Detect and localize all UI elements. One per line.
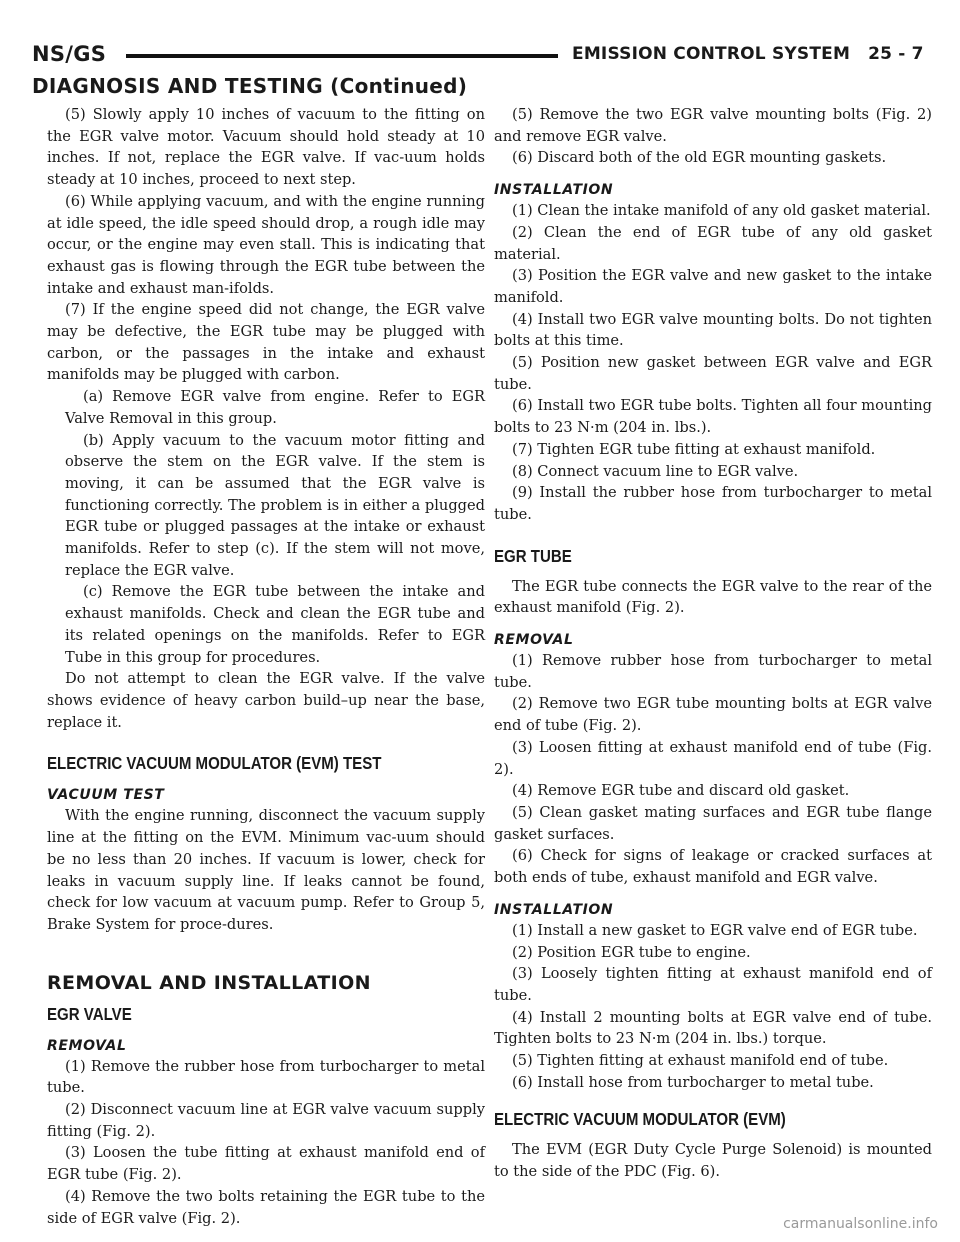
- paragraph: (5) Clean gasket mating surfaces and EGR tube flange gasket surfaces.: [494, 803, 932, 843]
- continued-title: DIAGNOSIS AND TESTING (Continued): [32, 74, 468, 98]
- paragraph: Do not attempt to clean the EGR valve. If the valve shows evidence of heavy carbon build–up near the base, replace it.: [47, 670, 485, 731]
- paragraph: (9) Install the rubber hose from turbocharger to metal tube.: [494, 484, 932, 523]
- paragraph: (b) Apply vacuum to the vacuum motor fitting and observe the stem on the EGR valve. If the stem is moving, it can be assumed that the EGR valve is functioning correctly. The problem is in either a plugged EGR tube or plugged passages at the intake or exhaust manifolds. Refer to step (c). If the stem will not move, replace the EGR valve.: [65, 431, 485, 579]
- paragraph: (5) Tighten fitting at exhaust manifold end of tube.: [512, 1052, 889, 1070]
- paragraph: (1) Install a new gasket to EGR valve end of EGR tube.: [512, 921, 918, 939]
- evm-heading: ELECTRIC VACUUM MODULATOR (EVM): [494, 1109, 786, 1130]
- paragraph: (2) Clean the end of EGR tube of any old gasket material.: [494, 223, 932, 263]
- paragraph: (3) Position the EGR valve and new gasket to the intake manifold.: [494, 267, 932, 306]
- paragraph: (4) Remove EGR tube and discard old gasket.: [512, 782, 850, 800]
- header-section: [572, 44, 924, 64]
- removal-heading: REMOVAL: [47, 1037, 127, 1054]
- watermark-url: carmanualsonline.info: [783, 1216, 938, 1232]
- paragraph: (1) Clean the intake manifold of any old gasket material.: [512, 202, 931, 220]
- paragraph: (6) While applying vacuum, and with the engine running at idle speed, the idle speed should drop, a rough idle may occur, or the engine may even stall. This is indicating that exhaust gas is flowing through the EGR tube between the intake and exhaust man-ifolds.: [47, 192, 485, 297]
- paragraph: (6) Install two EGR tube bolts. Tighten all four mounting bolts to 23 N·m (204 in. lbs.).: [494, 397, 932, 437]
- paragraph: (4) Install two EGR valve mounting bolts. Do not tighten bolts at this time.: [494, 310, 932, 350]
- paragraph: (4) Remove the two bolts retaining the EGR tube to the side of EGR valve (Fig. 2).: [47, 1187, 485, 1227]
- egr-valve-heading: EGR VALVE: [47, 1003, 132, 1024]
- paragraph: (4) Install 2 mounting bolts at EGR valve end of tube. Tighten bolts to 23 N·m (204 in. lbs.) torque.: [494, 1008, 932, 1048]
- paragraph: (6) Install hose from turbocharger to metal tube.: [512, 1073, 874, 1091]
- paragraph: (5) Remove the two EGR valve mounting bolts (Fig. 2) and remove EGR valve.: [494, 106, 932, 145]
- paragraph: (2) Position EGR tube to engine.: [512, 943, 751, 961]
- paragraph: (3) Loosen fitting at exhaust manifold end of tube (Fig. 2).: [494, 738, 932, 778]
- paragraph: (1) Remove rubber hose from turbocharger to metal tube.: [494, 652, 932, 691]
- paragraph: (5) Position new gasket between EGR valve and EGR tube.: [494, 354, 932, 393]
- removal-heading: REMOVAL: [494, 632, 574, 649]
- header-rule: [126, 54, 558, 58]
- egr-tube-heading: EGR TUBE: [494, 545, 572, 566]
- paragraph: (6) Discard both of the old EGR mounting gaskets.: [512, 149, 887, 167]
- removal-installation-heading: REMOVAL AND INSTALLATION: [47, 971, 371, 994]
- paragraph: (7) If the engine speed did not change, the EGR valve may be defective, the EGR tube may be plugged with carbon, or the passages in the intake and exhaust manifolds may be plugged with carbon.: [47, 301, 485, 384]
- vacuum-test-heading: VACUUM TEST: [47, 787, 165, 804]
- header-model: NS/GS: [32, 42, 107, 66]
- paragraph: (c) Remove the EGR tube between the intake and exhaust manifolds. Check and clean the EGR tube and its related openings on the manifolds. Refer to EGR Tube in this group for procedures.: [65, 583, 485, 666]
- paragraph: (2) Remove two EGR tube mounting bolts at EGR valve end of tube (Fig. 2).: [494, 695, 932, 735]
- paragraph: (a) Remove EGR valve from engine. Refer to EGR Valve Removal in this group.: [65, 388, 485, 427]
- page-number: 25 - 7: [868, 44, 924, 64]
- paragraph: (5) Slowly apply 10 inches of vacuum to the fitting on the EGR valve motor. Vacuum should hold steady at 10 inches. If not, replace the EGR valve. If vac-uum holds steady at 10 inches, proceed to next step.: [47, 106, 485, 189]
- paragraph: The EVM (EGR Duty Cycle Purge Solenoid) is mounted to the side of the PDC (Fig. 6).: [494, 1141, 932, 1181]
- paragraph: (3) Loosen the tube fitting at exhaust manifold end of EGR tube (Fig. 2).: [47, 1144, 485, 1184]
- installation-heading: INSTALLATION: [494, 901, 614, 918]
- paragraph: (1) Remove the rubber hose from turbocharger to metal tube.: [47, 1057, 485, 1097]
- right-column: [494, 104, 932, 1183]
- paragraph: The EGR tube connects the EGR valve to the rear of the exhaust manifold (Fig. 2).: [494, 577, 932, 617]
- paragraph: (6) Check for signs of leakage or cracked surfaces at both ends of tube, exhaust manifold and EGR valve.: [494, 847, 932, 887]
- left-column: [47, 104, 485, 1229]
- paragraph: (8) Connect vacuum line to EGR valve.: [512, 462, 799, 480]
- paragraph: (7) Tighten EGR tube fitting at exhaust manifold.: [512, 440, 876, 458]
- installation-heading: INSTALLATION: [494, 182, 614, 199]
- header-section-title: EMISSION CONTROL SYSTEM: [572, 44, 851, 64]
- paragraph: With the engine running, disconnect the vacuum supply line at the fitting on the EVM. Minimum vac-uum should be no less than 20 inches. If vacuum is lower, check for leaks in vacuum supply line. If leaks cannot be found, check for low vacuum at vacuum pump. Refer to Group 5, Brake System for proce-dures.: [47, 807, 485, 933]
- paragraph: (3) Loosely tighten fitting at exhaust manifold end of tube.: [494, 965, 932, 1004]
- paragraph: (2) Disconnect vacuum line at EGR valve vacuum supply fitting (Fig. 2).: [47, 1101, 485, 1140]
- evm-test-heading: ELECTRIC VACUUM MODULATOR (EVM) TEST: [47, 753, 382, 774]
